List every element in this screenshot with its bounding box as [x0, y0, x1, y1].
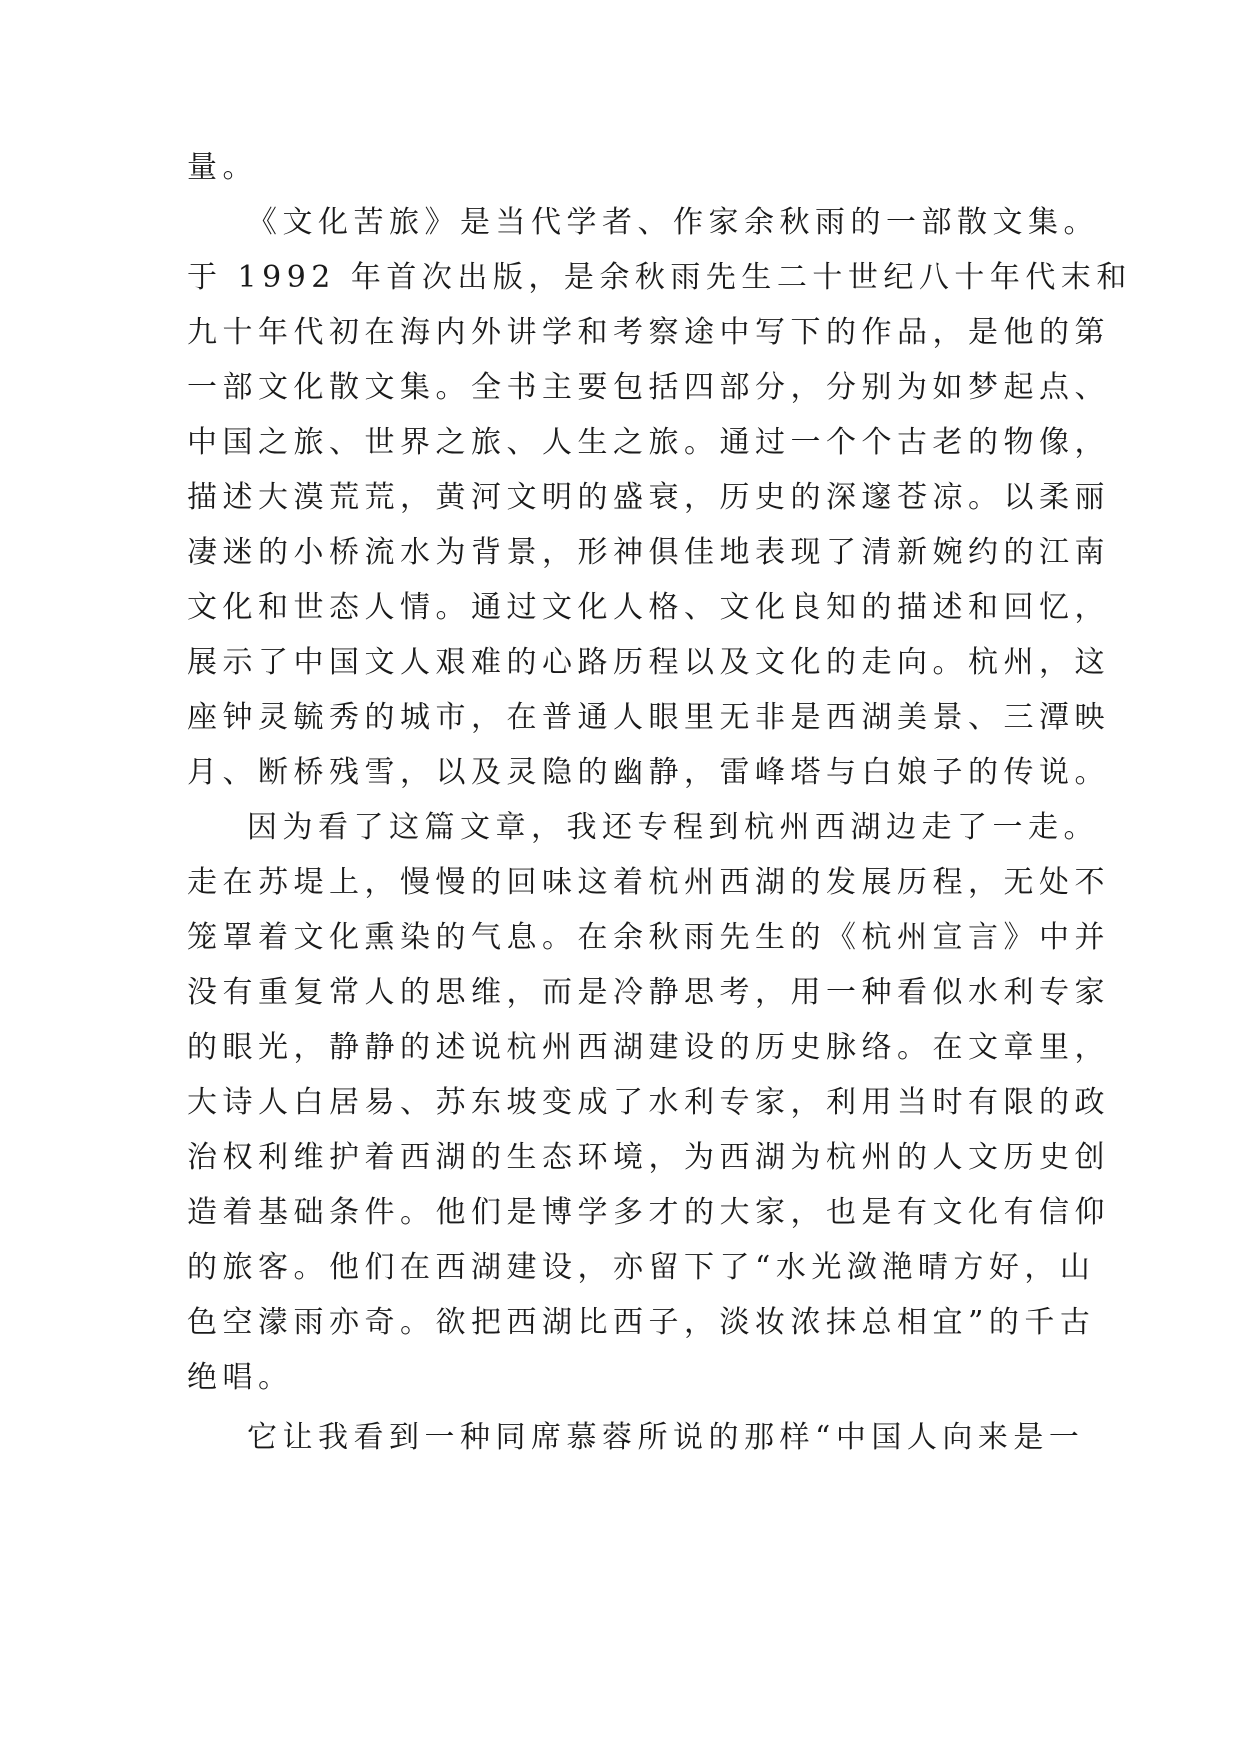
text-line: 座钟灵毓秀的城市，在普通人眼里无非是西湖美景、三潭映 [187, 700, 1110, 735]
text-line: 治权利维护着西湖的生态环境，为西湖为杭州的人文历史创 [187, 1140, 1110, 1175]
text-line: 一部文化散文集。全书主要包括四部分，分别为如梦起点、 [187, 370, 1110, 405]
text-line: 没有重复常人的思维，而是冷静思考，用一种看似水利专家 [187, 975, 1110, 1010]
text-line: 描述大漠荒荒，黄河文明的盛衰，历史的深邃苍凉。以柔丽 [187, 480, 1110, 515]
text-line: 造着基础条件。他们是博学多才的大家，也是有文化有信仰 [187, 1195, 1110, 1230]
text-line: 的旅客。他们在西湖建设，亦留下了“水光潋滟晴方好，山 [187, 1250, 1096, 1285]
text-line: 大诗人白居易、苏东坡变成了水利专家，利用当时有限的政 [187, 1085, 1110, 1120]
text-line: 中国之旅、世界之旅、人生之旅。通过一个个古老的物像， [187, 425, 1110, 460]
text-line: 笼罩着文化熏染的气息。在余秋雨先生的《杭州宣言》中并 [187, 920, 1110, 955]
paragraph-first-line: 它让我看到一种同席慕蓉所说的那样“中国人向来是一 [247, 1420, 1085, 1455]
text-line: 量。 [187, 150, 258, 185]
text-line: 九十年代初在海内外讲学和考察途中写下的作品，是他的第 [187, 315, 1110, 350]
text-line: 于 1992 年首次出版，是余秋雨先生二十世纪八十年代末和 [187, 260, 1132, 295]
text-line: 文化和世态人情。通过文化人格、文化良知的描述和回忆， [187, 590, 1110, 625]
text-line: 色空濛雨亦奇。欲把西湖比西子，淡妆浓抹总相宜”的千古 [187, 1305, 1096, 1340]
text-line: 的眼光，静静的述说杭州西湖建设的历史脉络。在文章里， [187, 1030, 1110, 1065]
paragraph-first-line: 《文化苦旅》是当代学者、作家余秋雨的一部散文集。 [247, 205, 1099, 240]
text-line: 月、断桥残雪，以及灵隐的幽静，雷峰塔与白娘子的传说。 [187, 755, 1110, 790]
text-line: 凄迷的小桥流水为背景，形神俱佳地表现了清新婉约的江南 [187, 535, 1110, 570]
text-line: 展示了中国文人艰难的心路历程以及文化的走向。杭州，这 [187, 645, 1110, 680]
text-line: 绝唱。 [187, 1360, 294, 1395]
paragraph-first-line: 因为看了这篇文章，我还专程到杭州西湖边走了一走。 [247, 810, 1099, 845]
text-line: 走在苏堤上，慢慢的回味这着杭州西湖的发展历程，无处不 [187, 865, 1110, 900]
